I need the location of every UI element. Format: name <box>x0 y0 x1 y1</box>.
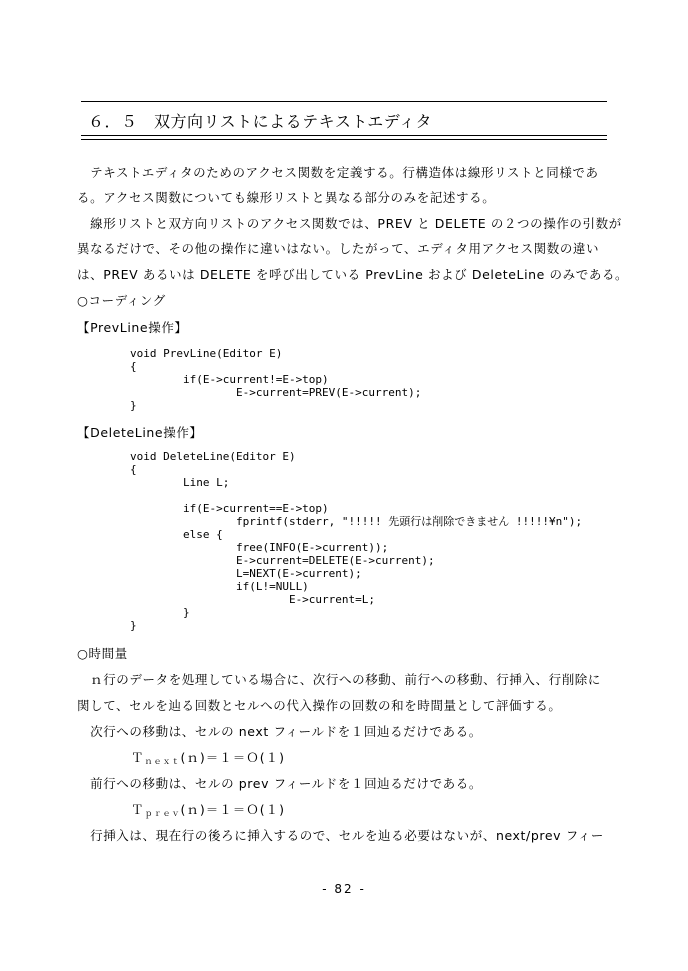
complexity-heading: ○時間量 <box>77 646 128 661</box>
paragraph-2-line-3: は、PREV あるいは DELETE を呼び出している PrevLine および DeleteLine のみである。 <box>77 267 629 282</box>
formula-next <box>131 748 285 767</box>
complexity-line-2: 関して、セルを辿る回数とセルへの代入操作の回数の和を時間量として評価する。 <box>77 698 562 713</box>
prevline-code-block: void PrevLine(Editor E) { if(E->current!=E->top) E->current=PREV(E->current); } <box>130 347 422 412</box>
formula-prev-subscript: ｐｒｅｖ <box>144 809 181 818</box>
paragraph-1-line-2: る。アクセス関数についても線形リストと異なる部分のみを記述する。 <box>77 190 496 205</box>
coding-heading: ○コーディング <box>77 293 166 308</box>
paragraph-2-line-2: 異なるだけで、その他の操作に違いはない。したがって、エディタ用アクセス関数の違い <box>77 241 600 256</box>
title-top-rule <box>81 101 607 102</box>
complexity-line-1: ｎ行のデータを処理している場合に、次行への移動、前行への移動、行挿入、行削除に <box>77 672 602 687</box>
paragraph-2-line-1: 線形リストと双方向リストのアクセス関数では、PREV と DELETE の２つの操作の引数が <box>77 216 622 231</box>
paragraph-1-line-1: テキストエディタのためのアクセス関数を定義する。行構造体は線形リストと同様であ <box>77 165 599 180</box>
complexity-line-5: 行挿入は、現在行の後ろに挿入するので、セルを辿る必要はないが、next/prev フィー <box>77 828 605 843</box>
deleteline-code-block: void DeleteLine(Editor E) { Line L; if(E->current==E->top) fprintf(stderr, "!!!!! 先頭行は削除できません !!!!!¥n"); else { free(INFO(E->current)); E->current=DELETE(E->current); L=NEXT(E->current); if(L!=NULL) E->current=L; } } <box>130 450 583 632</box>
formula-next-subscript: ｎｅｘｔ <box>144 757 181 766</box>
complexity-line-3: 次行への移動は、セルの next フィールドを１回辿るだけである。 <box>77 724 482 739</box>
formula-next-symbol: Ｔ <box>131 750 145 765</box>
formula-prev-expression: (ｎ)＝１＝Ｏ(１) <box>180 802 286 817</box>
formula-next-expression: (ｎ)＝１＝Ｏ(１) <box>180 750 286 765</box>
deleteline-label: 【DeleteLine操作】 <box>77 425 203 440</box>
formula-prev <box>131 800 285 819</box>
section-title: ６．５ 双方向リストによるテキストエディタ <box>88 112 432 131</box>
title-bottom-rule-2 <box>81 139 607 140</box>
title-bottom-rule-1 <box>81 135 607 136</box>
page-number: - 82 - <box>322 882 366 896</box>
complexity-line-4: 前行への移動は、セルの prev フィールドを１回辿るだけである。 <box>77 776 482 791</box>
prevline-label: 【PrevLine操作】 <box>77 320 188 335</box>
formula-prev-symbol: Ｔ <box>131 802 145 817</box>
